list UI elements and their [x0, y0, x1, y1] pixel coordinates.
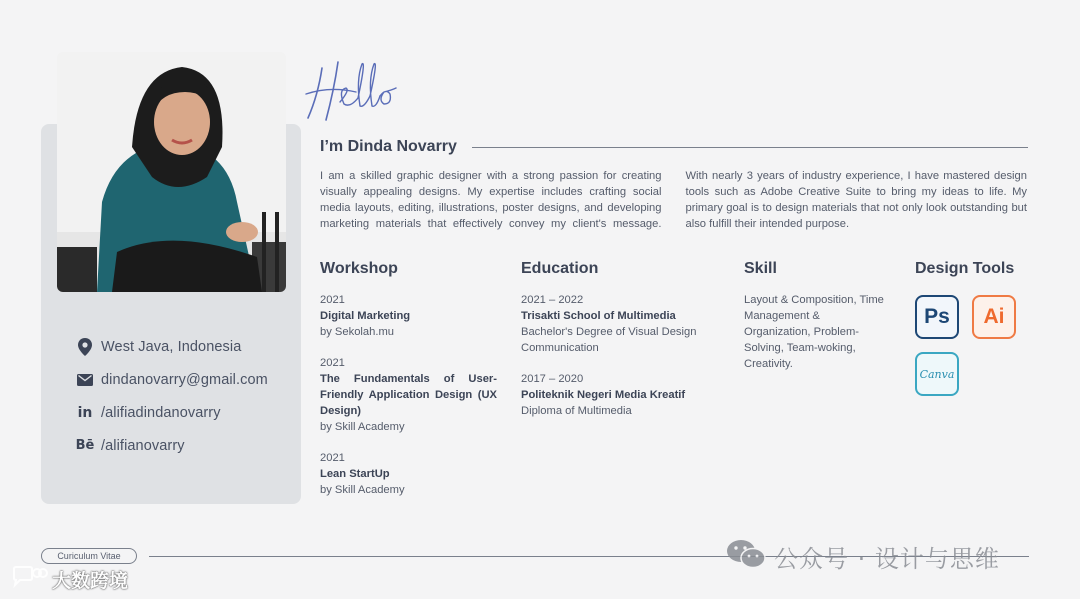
workshop-org: by Sekolah.mu [320, 326, 395, 338]
name-divider [472, 147, 1028, 148]
photoshop-icon: Ps [915, 295, 959, 339]
person-name: I’m Dinda Novarry [320, 138, 457, 155]
mail-icon [76, 371, 94, 389]
workshop-org: by Skill Academy [320, 421, 405, 433]
brand-watermark-text: 大数跨境 [52, 570, 129, 592]
education-school: Politeknik Negeri Media Kreatif [521, 389, 686, 401]
education-degree: Bachelor's Degree of Visual Design Communication [521, 326, 697, 354]
svg-text:Hello: Hello [300, 50, 303, 51]
wechat-icon [726, 538, 766, 575]
workshop-title: Digital Marketing [320, 310, 411, 322]
hello-script-logo [300, 50, 410, 130]
canva-icon: Canva [915, 352, 959, 396]
contact-list [76, 330, 268, 462]
workshop-entry [320, 292, 497, 340]
education-year: 2017 – 2020 [521, 373, 584, 385]
education-entry [521, 292, 721, 356]
contact-location [76, 330, 268, 363]
workshop-year: 2021 [320, 357, 345, 369]
workshop-entry [320, 355, 497, 435]
contact-email-text[interactable]: dindanovarry@gmail.com [101, 371, 268, 388]
workshop-org: by Skill Academy [320, 484, 405, 496]
workshop-title: Lean StartUp [320, 468, 390, 480]
chat-bubble-icon [10, 566, 48, 593]
workshop-entry [320, 450, 497, 498]
contact-linkedin[interactable] [76, 396, 268, 429]
name-header [320, 138, 1028, 156]
brand-watermark [10, 566, 128, 593]
contact-location-text: West Java, Indonesia [101, 338, 242, 355]
contact-behance[interactable] [76, 429, 268, 462]
wechat-watermark [726, 538, 1000, 575]
design-tools-heading: Design Tools [915, 260, 1015, 277]
education-heading: Education [521, 260, 599, 277]
skill-heading: Skill [744, 260, 777, 277]
workshop-year: 2021 [320, 452, 345, 464]
location-pin-icon [76, 338, 94, 356]
workshop-section [320, 260, 497, 513]
education-degree: Diploma of Multimedia [521, 405, 632, 417]
intro-paragraph: I am a skilled graphic designer with a strong passion for creating visually appealing designs. My expertise includes crafting social media layouts, editing, illustrations, poster designs, and developing marketing materials that effectively convey my client's message. With nearly 3 years of industry experience, I have mastered design tools such as Adobe Creative Suite to bring my ideas to life. My primary goal is to design materials that not only look outstanding but also fulfill their intended purpose. [320, 170, 1027, 230]
linkedin-icon: in [77, 404, 93, 421]
contact-email[interactable] [76, 363, 268, 396]
skill-section [744, 260, 884, 372]
wechat-watermark-text: 公众号 · 设计与思维 [774, 545, 1000, 573]
workshop-heading: Workshop [320, 260, 398, 277]
education-section [521, 260, 721, 434]
education-school: Trisakti School of Multimedia [521, 310, 676, 322]
workshop-title: The Fundamentals of User-Friendly Application Design (UX Design) [320, 373, 497, 417]
contact-behance-text[interactable]: /alifianovarry [101, 437, 185, 454]
behance-icon: Bē [75, 438, 95, 453]
workshop-year: 2021 [320, 294, 345, 306]
illustrator-icon: Ai [972, 295, 1016, 339]
profile-photo [57, 52, 286, 292]
skill-list: Layout & Composition, Time Management & Organization, Problem-Solving, Team-woking, Creativity. [744, 294, 884, 370]
education-entry [521, 371, 721, 419]
education-year: 2021 – 2022 [521, 294, 584, 306]
curriculum-vitae-badge: Curiculum Vitae [41, 548, 137, 564]
contact-linkedin-text[interactable]: /alifiadindanovarry [101, 404, 221, 421]
design-tools-section [915, 260, 1035, 292]
